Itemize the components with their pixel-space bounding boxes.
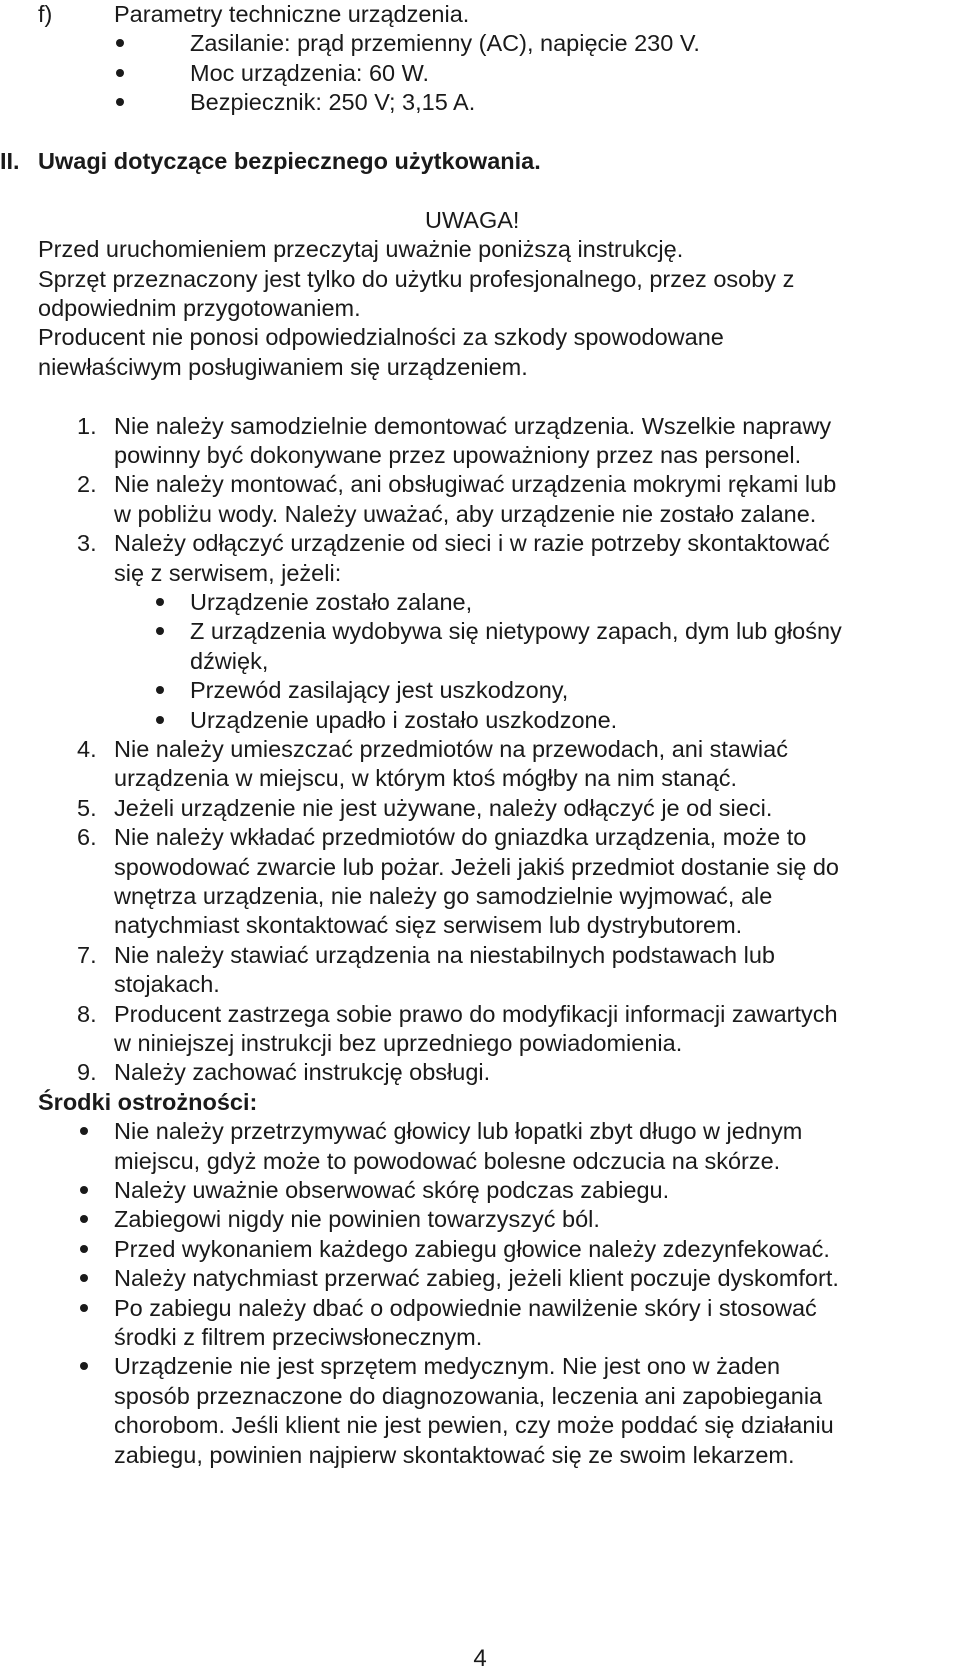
list-item-line: powinny być dokonywane przez upoważniony przez nas personel. <box>114 442 802 468</box>
page-number: 4 <box>473 1645 487 1672</box>
bullet-icon <box>80 1215 88 1223</box>
list-item-line: Nie należy montować, ani obsługiwać urządzenia mokrymi rękami lub <box>114 471 837 498</box>
list-item-line: wnętrza urządzenia, nie należy go samodzielnie wyjmować, ale <box>114 883 773 909</box>
sub-item-line: Przewód zasilający jest uszkodzony, <box>190 677 569 704</box>
bullet-icon <box>80 1186 88 1194</box>
precautions-heading: Środki ostrożności: <box>38 1088 258 1115</box>
list-item-line: natychmiast skontaktować sięz serwisem lub dystrybutorem. <box>114 912 743 939</box>
list-item-line: urządzenia w miejscu, w którym ktoś mógłby na nim stanąć. <box>114 765 737 792</box>
list-item-line: spowodować zwarcie lub pożar. Jeżeli jakiś przedmiot dostanie się do <box>114 853 839 880</box>
bullet-icon <box>116 98 124 106</box>
bullet-icon <box>80 1362 88 1370</box>
list-number: 6. <box>77 824 97 851</box>
bullet-icon <box>80 1274 88 1282</box>
list-item-line: Nie należy samodzielnie demontować urządzenia. Wszelkie naprawy <box>114 412 832 439</box>
warning-line: odpowiednim przygotowaniem. <box>38 295 361 321</box>
list-item-line: Należy odłączyć urządzenie od sieci i w razie potrzeby skontaktować <box>114 530 830 557</box>
precaution-line: Zabiegowi nigdy nie powinien towarzyszyć ból. <box>114 1206 600 1233</box>
precaution-line: środki z filtrem przeciwsłonecznym. <box>114 1324 483 1350</box>
warning-line: Producent nie ponosi odpowiedzialności za szkody spowodowane <box>38 324 724 351</box>
list-item-line: w niniejszej instrukcji bez uprzedniego powiadomienia. <box>114 1030 683 1056</box>
bullet-icon <box>116 39 124 47</box>
spec-item: Zasilanie: prąd przemienny (AC), napięcie 230 V. <box>190 30 700 57</box>
bullet-icon <box>156 627 164 635</box>
list-item-line: Należy zachować instrukcję obsługi. <box>114 1059 491 1086</box>
list-item-line: się z serwisem, jeżeli: <box>114 559 342 586</box>
list-item-line: w pobliżu wody. Należy uważać, aby urządzenie nie zostało zalane. <box>114 500 817 527</box>
spec-item: Moc urządzenia: 60 W. <box>190 59 430 86</box>
bullet-icon <box>156 716 164 724</box>
bullet-icon <box>156 598 164 606</box>
warning-heading: UWAGA! <box>425 206 520 233</box>
list-number: 1. <box>77 412 97 439</box>
section-marker: II. <box>0 148 20 174</box>
section-marker: f) <box>38 1 53 27</box>
list-item-line: Nie należy umieszczać przedmiotów na przewodach, ani stawiać <box>114 736 788 762</box>
bullet-icon <box>80 1245 88 1253</box>
precaution-line: zabiegu, powinien najpierw skontaktować się ze swoim lekarzem. <box>114 1441 795 1468</box>
list-number: 2. <box>77 471 97 498</box>
bullet-icon <box>156 686 164 694</box>
list-number: 3. <box>77 530 97 557</box>
list-number: 5. <box>77 794 97 821</box>
precaution-line: Urządzenie nie jest sprzętem medycznym. Nie jest ono w żaden <box>114 1353 781 1380</box>
list-item-line: Nie należy wkładać przedmiotów do gniazdka urządzenia, może to <box>114 824 807 851</box>
warning-line: niewłaściwym posługiwaniem się urządzeniem. <box>38 353 528 380</box>
section-title: Parametry techniczne urządzenia. <box>114 1 470 27</box>
precaution-line: Należy uważnie obserwować skórę podczas zabiegu. <box>114 1177 670 1203</box>
spec-item: Bezpiecznik: 250 V; 3,15 A. <box>190 89 476 116</box>
section-title: Uwagi dotyczące bezpiecznego użytkowania. <box>38 148 541 174</box>
list-number: 9. <box>77 1059 97 1086</box>
sub-item-line: Urządzenie zostało zalane, <box>190 589 473 615</box>
bullet-icon <box>80 1127 88 1135</box>
warning-line: Sprzęt przeznaczony jest tylko do użytku profesjonalnego, przez osoby z <box>38 265 795 292</box>
sub-item-line: dźwięk, <box>190 647 269 674</box>
precaution-line: Należy natychmiast przerwać zabieg, jeżeli klient poczuje dyskomfort. <box>114 1265 839 1292</box>
list-item-line: stojakach. <box>114 971 220 998</box>
list-number: 8. <box>77 1000 97 1027</box>
precaution-line: chorobom. Jeśli klient nie jest pewien, czy może poddać się działaniu <box>114 1412 834 1439</box>
bullet-icon <box>116 69 124 77</box>
bullet-icon <box>80 1304 88 1312</box>
precaution-line: sposób przeznaczone do diagnozowania, leczenia ani zapobiegania <box>114 1382 823 1409</box>
sub-item-line: Z urządzenia wydobywa się nietypowy zapach, dym lub głośny <box>190 618 842 645</box>
precaution-line: Nie należy przetrzymywać głowicy lub łopatki zbyt długo w jednym <box>114 1118 803 1145</box>
list-number: 4. <box>77 736 97 762</box>
list-item-line: Jeżeli urządzenie nie jest używane, należy odłączyć je od sieci. <box>114 794 773 821</box>
precaution-line: miejscu, gdyż może to powodować bolesne odczucia na skórze. <box>114 1147 781 1174</box>
precaution-line: Przed wykonaniem każdego zabiegu głowice należy zdezynfekować. <box>114 1235 830 1262</box>
precaution-line: Po zabiegu należy dbać o odpowiednie nawilżenie skóry i stosować <box>114 1294 817 1321</box>
sub-item-line: Urządzenie upadło i zostało uszkodzone. <box>190 706 618 733</box>
warning-line: Przed uruchomieniem przeczytaj uważnie poniższą instrukcję. <box>38 236 684 263</box>
list-item-line: Nie należy stawiać urządzenia na niestabilnych podstawach lub <box>114 941 775 968</box>
list-number: 7. <box>77 941 97 968</box>
list-item-line: Producent zastrzega sobie prawo do modyfikacji informacji zawartych <box>114 1000 838 1027</box>
